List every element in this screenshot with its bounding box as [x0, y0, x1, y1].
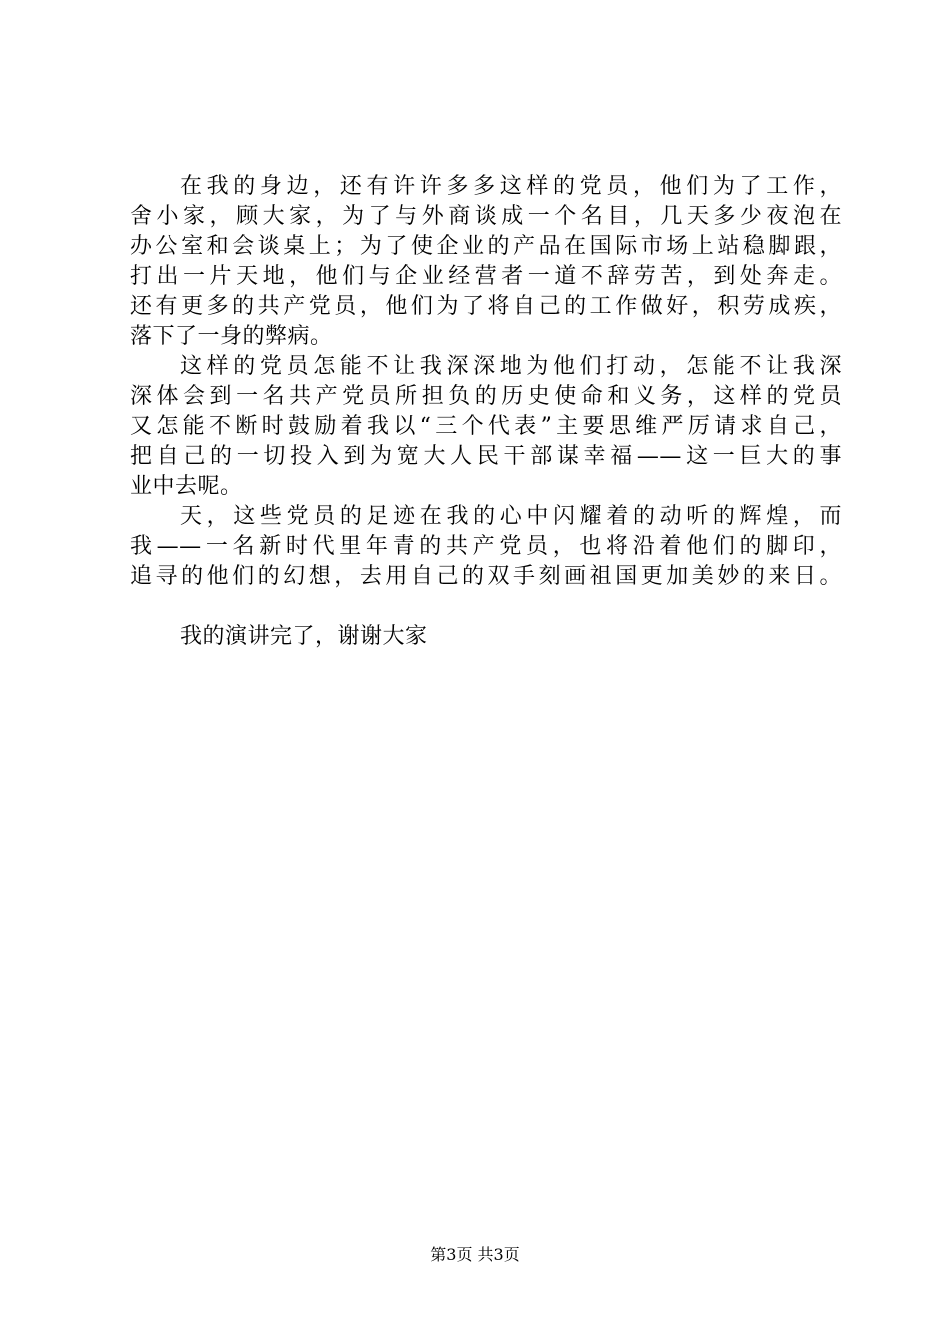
paragraph-2-line-1: 这样的党员怎能不让我深深地为他们打动，怎能不让我深	[180, 354, 842, 379]
page-number-footer: 第3页 共3页	[430, 1245, 520, 1264]
paragraph-1-line-4: 打出一片天地，他们与企业经营者一道不辞劳苦，到处奔走。	[130, 264, 842, 289]
paragraph-1-line-2: 舍小家，顾大家，为了与外商谈成一个名目，几天多少夜泡在	[130, 204, 842, 229]
paragraph-3-line-1: 天，这些党员的足迹在我的心中闪耀着的动听的辉煌，而	[180, 504, 842, 529]
paragraph-2-line-3: 又怎能不断时鼓励着我以“三个代表”主要思维严厉请求自己，	[130, 414, 842, 439]
paragraph-2-line-4: 把自己的一切投入到为宽大人民干部谋幸福——这一巨大的事	[130, 444, 842, 469]
paragraph-1-line-1: 在我的身边，还有许许多多这样的党员，他们为了工作，	[180, 174, 842, 199]
paragraph-gap	[130, 592, 842, 622]
paragraph-1-line-6: 落下了一身的弊病。	[130, 324, 333, 349]
paragraph-2-line-2: 深体会到一名共产党员所担负的历史使命和义务，这样的党员	[130, 384, 842, 409]
closing-line: 我的演讲完了，谢谢大家	[180, 624, 428, 649]
paragraph-2-line-5: 业中去呢。	[130, 474, 243, 499]
paragraph-3-line-2: 我——一名新时代里年青的共产党员，也将沿着他们的脚印，	[130, 534, 842, 559]
paragraph-1-line-5: 还有更多的共产党员，他们为了将自己的工作做好，积劳成疾，	[130, 294, 842, 319]
paragraph-3-line-3: 追寻的他们的幻想，去用自己的双手刻画祖国更加美妙的来日。	[130, 564, 842, 589]
paragraph-1-line-3: 办公室和会谈桌上；为了使企业的产品在国际市场上站稳脚跟，	[130, 234, 842, 259]
document-body	[130, 172, 842, 652]
